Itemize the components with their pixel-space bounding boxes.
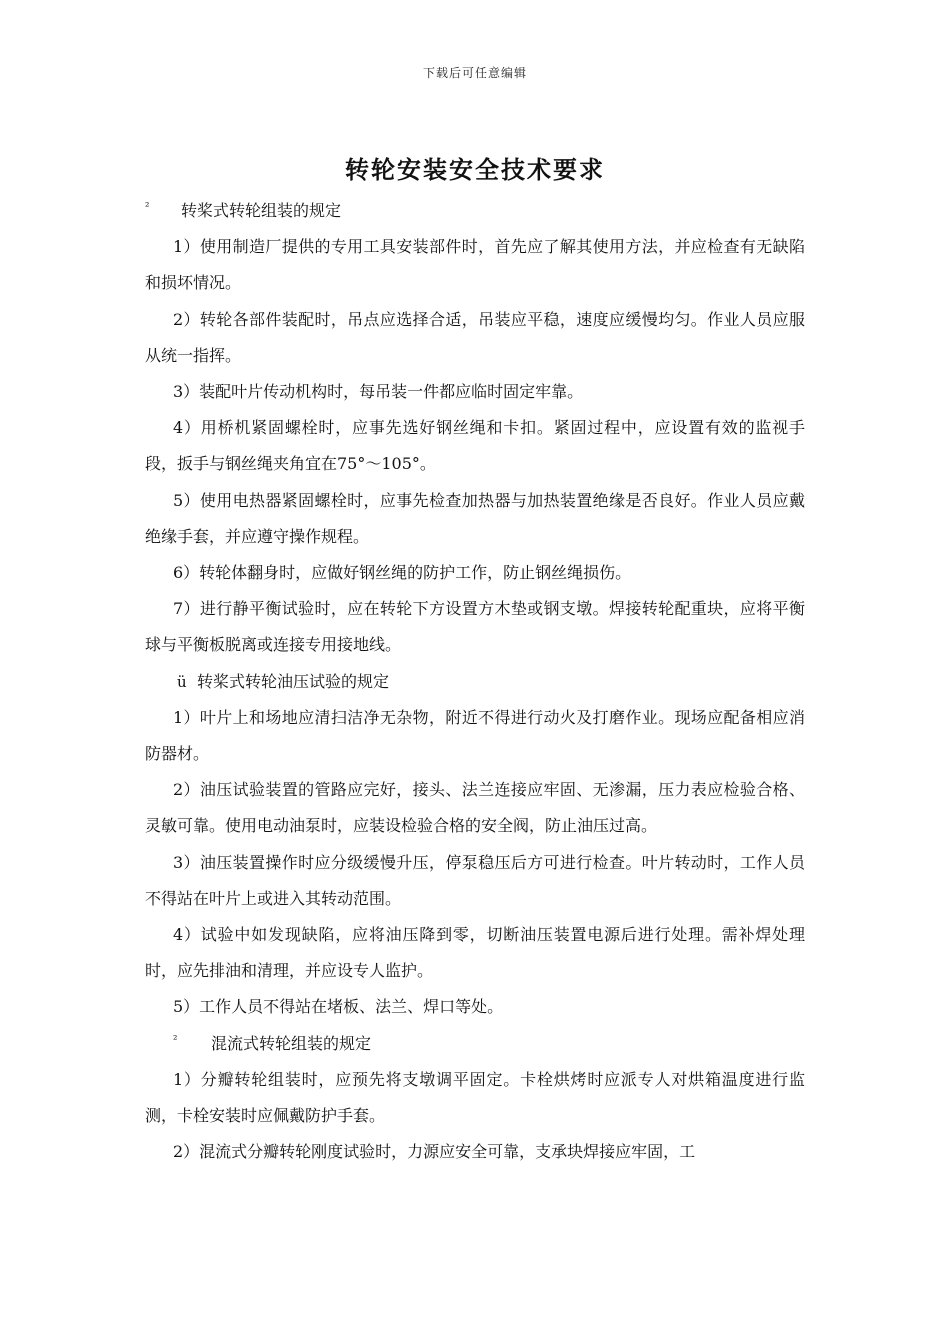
- section-heading: [145, 664, 805, 700]
- paragraph: 5）使用电热器紧固螺栓时，应事先检查加热器与加热装置绝缘是否良好。作业人员应戴绝缘手套，并应遵守操作规程。: [145, 490, 805, 546]
- paragraph: 4）用桥机紧固螺栓时，应事先选好钢丝绳和卡扣。紧固过程中，应设置有效的监视手段，扳手与钢丝绳夹角宜在75°～105°。: [145, 418, 805, 474]
- paragraph: 3）装配叶片传动机构时，每吊装一件都应临时固定牢靠。: [173, 382, 584, 402]
- bullet-marker: ²: [173, 1032, 178, 1046]
- bullet-marker: ü: [177, 672, 187, 691]
- section-heading: [145, 1026, 805, 1062]
- paragraph: 2）油压试验装置的管路应完好，接头、法兰连接应牢固、无渗漏，压力表应检验合格、灵敏可靠。使用电动油泵时，应装设检验合格的安全阀，防止油压过高。: [145, 780, 805, 836]
- paragraph: 5）工作人员不得站在堵板、法兰、焊口等处。: [173, 997, 504, 1017]
- paragraph: 3）油压装置操作时应分级缓慢升压，停泵稳压后方可进行检查。叶片转动时，工作人员不得站在叶片上或进入其转动范围。: [145, 852, 805, 908]
- paragraph: 2）混流式分瓣转轮刚度试验时，力源应安全可靠，支承块焊接应牢固，工: [173, 1142, 696, 1162]
- paragraph: 2）转轮各部件装配时，吊点应选择合适，吊装应平稳，速度应缓慢均匀。作业人员应服从统一指挥。: [145, 309, 805, 365]
- bullet-marker: ²: [145, 200, 150, 213]
- paragraph: 1）叶片上和场地应清扫洁净无杂物，附近不得进行动火及打磨作业。现场应配备相应消防器材。: [145, 707, 805, 764]
- paragraph: 4）试验中如发现缺陷，应将油压降到零，切断油压装置电源后进行处理。需补焊处理时，应先排油和清理，并应设专人监护。: [145, 925, 805, 981]
- section-heading-text: 转桨式转轮油压试验的规定: [197, 671, 390, 691]
- section-heading: [145, 193, 805, 229]
- section-heading-text: 转桨式转轮组装的规定: [181, 201, 342, 220]
- document-body: [145, 193, 805, 1170]
- paragraph: 1）使用制造厂提供的专用工具安装部件时，首先应了解其使用方法，并应检查有无缺陷和损坏情况。: [145, 237, 805, 293]
- document-title: 转轮安装安全技术要求: [345, 155, 605, 184]
- paragraph: 1）分瓣转轮组装时，应预先将支墩调平固定。卡栓烘烤时应派专人对烘箱温度进行监测，卡栓安装时应佩戴防护手套。: [145, 1069, 805, 1126]
- paragraph: 7）进行静平衡试验时，应在转轮下方设置方木垫或钢支墩。焊接转轮配重块，应将平衡球与平衡板脱离或连接专用接地线。: [145, 599, 805, 655]
- section-heading-text: 混流式转轮组装的规定: [211, 1033, 372, 1053]
- header-note: 下载后可任意编辑: [422, 66, 527, 80]
- paragraph: 6）转轮体翻身时，应做好钢丝绳的防护工作，防止钢丝绳损伤。: [173, 563, 632, 583]
